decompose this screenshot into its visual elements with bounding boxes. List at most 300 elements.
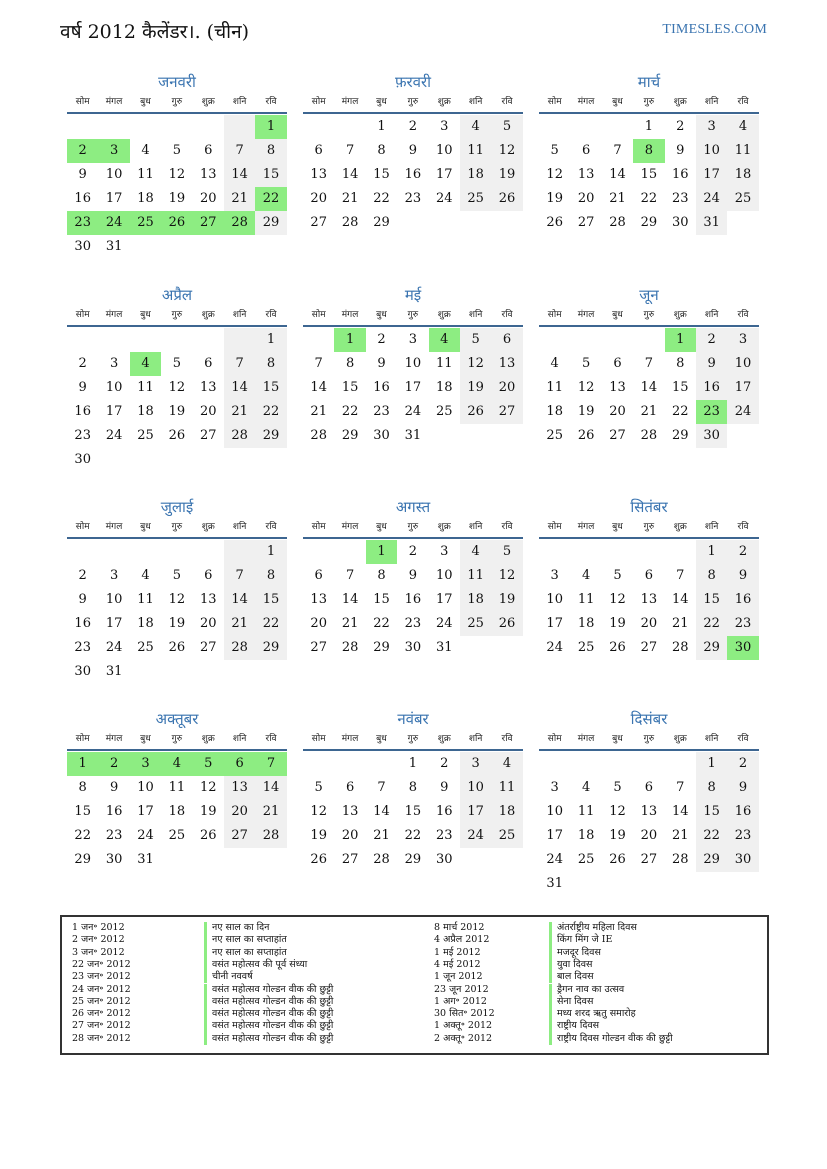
holiday-day-cell: 1 xyxy=(334,328,365,352)
day-cell: 1 xyxy=(696,752,727,776)
day-cell: 27 xyxy=(310,215,327,230)
day-cell: 31 xyxy=(404,428,422,443)
day-cell: 29 xyxy=(255,424,286,448)
day-cell: 2 xyxy=(78,568,87,583)
day-cell: 20 xyxy=(199,404,217,419)
weekday-label: रवि xyxy=(265,522,277,532)
day-cell: 5 xyxy=(491,115,522,139)
day-cell: 12 xyxy=(609,592,626,607)
weekday-label: रवि xyxy=(501,310,513,320)
day-cell: 9 xyxy=(78,380,87,395)
legend-date: 23 जून 2012 xyxy=(434,983,489,995)
day-cell: 1 xyxy=(408,756,417,771)
weekday-header xyxy=(67,94,287,114)
day-cell: 3 xyxy=(109,356,119,371)
empty-day-cell xyxy=(602,115,633,139)
day-cell: 2 xyxy=(727,540,758,564)
day-cell: 9 xyxy=(727,564,758,588)
day-cell: 15 xyxy=(696,588,727,612)
empty-day-cell xyxy=(130,540,161,564)
day-cell: 8 xyxy=(78,780,87,795)
day-cell: 13 xyxy=(491,352,522,376)
weekday-label: गुरु xyxy=(407,734,419,744)
day-cell: 31 xyxy=(696,211,727,235)
weekday-label: मंगल xyxy=(577,734,595,744)
day-cell: 19 xyxy=(609,828,626,843)
day-cell: 19 xyxy=(491,588,522,612)
legend-holiday-name: वसंत महोत्सव गोल्डन वीक की छुट्टी xyxy=(204,984,333,996)
empty-day-cell xyxy=(602,752,633,776)
day-cell: 18 xyxy=(460,163,491,187)
day-cell: 21 xyxy=(310,404,327,419)
day-cell: 24 xyxy=(727,400,758,424)
day-grid xyxy=(67,540,287,684)
empty-day-cell xyxy=(334,115,365,139)
day-cell: 30 xyxy=(105,852,123,867)
month-block xyxy=(67,283,287,472)
weekday-label: सोम xyxy=(547,522,562,532)
legend-holiday-name: वसंत महोत्सव की पूर्व संध्या xyxy=(204,959,307,971)
day-cell: 28 xyxy=(373,852,390,867)
day-cell: 25 xyxy=(546,428,563,443)
day-cell: 3 xyxy=(440,119,449,134)
day-cell: 29 xyxy=(341,428,359,443)
day-cell: 2 xyxy=(408,544,417,559)
month-block xyxy=(67,70,287,259)
day-cell: 14 xyxy=(609,167,626,182)
day-cell: 24 xyxy=(137,828,154,843)
day-cell: 16 xyxy=(671,167,689,182)
weekday-label: बुध xyxy=(376,97,387,107)
empty-day-cell xyxy=(303,328,334,352)
weekday-label: गुरु xyxy=(171,310,183,320)
day-cell: 6 xyxy=(491,328,522,352)
day-cell: 28 xyxy=(341,215,359,230)
weekday-label: रवि xyxy=(737,734,749,744)
weekday-label: शनि xyxy=(468,97,483,107)
day-grid xyxy=(67,328,287,472)
weekday-label: गुरु xyxy=(171,522,183,532)
day-cell: 28 xyxy=(224,636,255,660)
day-cell: 15 xyxy=(255,588,286,612)
day-cell: 4 xyxy=(141,568,150,583)
day-cell: 12 xyxy=(460,352,491,376)
brand-logo[interactable]: TIMESLES.COM xyxy=(662,22,767,37)
legend-holiday-name: चीनी नववर्ष xyxy=(204,971,253,983)
day-cell: 18 xyxy=(491,800,522,824)
day-cell: 27 xyxy=(224,824,255,848)
day-cell: 15 xyxy=(255,163,286,187)
day-cell: 29 xyxy=(696,636,727,660)
day-cell: 12 xyxy=(609,804,626,819)
empty-day-cell xyxy=(633,540,664,564)
day-cell: 16 xyxy=(404,592,422,607)
empty-day-cell xyxy=(633,328,664,352)
day-cell: 11 xyxy=(460,564,491,588)
day-cell: 19 xyxy=(168,191,186,206)
weekday-label: शुक्र xyxy=(201,97,215,107)
day-cell: 26 xyxy=(460,400,491,424)
weekday-label: मंगल xyxy=(341,97,359,107)
day-cell: 27 xyxy=(577,215,595,230)
day-cell: 11 xyxy=(727,139,758,163)
day-cell: 15 xyxy=(696,800,727,824)
day-cell: 16 xyxy=(105,804,123,819)
legend-date: 1 जून 2012 xyxy=(434,971,483,983)
day-cell: 30 xyxy=(696,424,727,448)
month-name: सितंबर xyxy=(630,498,668,516)
holiday-day-cell: 2 xyxy=(67,139,98,163)
weekday-label: गुरु xyxy=(643,522,655,532)
legend-holiday-name: राष्ट्रीय दिवस xyxy=(549,1020,599,1032)
day-cell: 6 xyxy=(644,780,653,795)
day-cell: 24 xyxy=(105,428,123,443)
page-title: वर्ष 2012 कैलेंडर।. (चीन) xyxy=(60,21,250,43)
weekday-label: गुरु xyxy=(643,734,655,744)
legend-holiday-name: नए साल का सप्ताहांत xyxy=(204,947,287,959)
day-cell: 14 xyxy=(224,376,255,400)
legend-date: 28 जन॰ 2012 xyxy=(72,1032,131,1044)
empty-day-cell xyxy=(570,328,601,352)
day-cell: 23 xyxy=(74,640,91,655)
legend-date: 1 अग॰ 2012 xyxy=(434,995,487,1007)
day-cell: 8 xyxy=(696,564,727,588)
legend-holiday-name: मजदूर दिवस xyxy=(549,947,601,959)
day-cell: 6 xyxy=(345,780,355,795)
day-cell: 20 xyxy=(341,828,359,843)
day-cell: 18 xyxy=(460,588,491,612)
weekday-header xyxy=(539,731,759,751)
day-cell: 14 xyxy=(671,804,689,819)
day-cell: 7 xyxy=(676,568,685,583)
day-cell: 11 xyxy=(577,804,595,819)
day-cell: 28 xyxy=(341,640,359,655)
day-cell: 24 xyxy=(696,187,727,211)
day-grid xyxy=(539,752,759,896)
day-cell: 3 xyxy=(727,328,758,352)
weekday-label: रवि xyxy=(265,97,277,107)
day-cell: 19 xyxy=(491,163,522,187)
month-block xyxy=(539,70,759,235)
month-block xyxy=(303,283,523,448)
day-cell: 15 xyxy=(640,167,658,182)
empty-day-cell xyxy=(539,540,570,564)
day-cell: 23 xyxy=(727,824,758,848)
day-cell: 30 xyxy=(373,428,390,443)
weekday-label: शुक्र xyxy=(201,734,215,744)
day-cell: 30 xyxy=(74,239,91,254)
day-cell: 7 xyxy=(676,780,685,795)
day-cell: 18 xyxy=(577,616,595,631)
day-cell: 3 xyxy=(460,752,491,776)
day-cell: 5 xyxy=(491,540,522,564)
legend-date: 24 जन॰ 2012 xyxy=(72,983,131,995)
month-name: मई xyxy=(404,286,422,304)
legend-holiday-name: वसंत महोत्सव गोल्डन वीक की छुट्टी xyxy=(204,1020,333,1032)
holiday-day-cell: 5 xyxy=(193,752,224,776)
weekday-label: शुक्र xyxy=(437,97,451,107)
month-name: जुलाई xyxy=(160,498,194,516)
day-cell: 8 xyxy=(255,139,286,163)
day-cell: 6 xyxy=(204,356,213,371)
holiday-day-cell: 22 xyxy=(255,187,286,211)
day-cell: 14 xyxy=(671,592,689,607)
holiday-day-cell: 28 xyxy=(224,211,255,235)
day-cell: 9 xyxy=(727,776,758,800)
day-cell: 2 xyxy=(696,328,727,352)
day-cell: 1 xyxy=(255,328,286,352)
day-cell: 10 xyxy=(546,804,563,819)
day-cell: 20 xyxy=(224,800,255,824)
empty-day-cell xyxy=(193,115,224,139)
day-cell: 8 xyxy=(345,356,355,371)
day-cell: 7 xyxy=(224,352,255,376)
day-cell: 11 xyxy=(137,380,154,395)
day-cell: 13 xyxy=(640,804,658,819)
day-cell: 15 xyxy=(341,380,359,395)
weekday-label: रवि xyxy=(737,522,749,532)
weekday-label: शुक्र xyxy=(437,522,451,532)
weekday-label: सोम xyxy=(311,734,326,744)
weekday-label: रवि xyxy=(501,97,513,107)
empty-day-cell xyxy=(224,540,255,564)
day-cell: 18 xyxy=(577,828,595,843)
day-cell: 7 xyxy=(314,356,323,371)
day-cell: 26 xyxy=(199,828,217,843)
day-cell: 7 xyxy=(224,139,255,163)
day-grid xyxy=(67,752,287,872)
day-cell: 25 xyxy=(435,404,453,419)
day-cell: 25 xyxy=(491,824,522,848)
legend-holiday-name: किंग मिंग जे IE xyxy=(549,934,612,946)
day-cell: 30 xyxy=(435,852,453,867)
month-block xyxy=(539,283,759,448)
empty-day-cell xyxy=(161,328,192,352)
day-cell: 27 xyxy=(199,640,217,655)
day-cell: 17 xyxy=(105,404,123,419)
weekday-header xyxy=(303,519,523,539)
day-cell: 21 xyxy=(609,191,626,206)
weekday-label: शुक्र xyxy=(201,310,215,320)
legend-date: 25 जन॰ 2012 xyxy=(72,995,131,1007)
empty-day-cell xyxy=(67,115,98,139)
day-cell: 12 xyxy=(168,380,186,395)
day-cell: 26 xyxy=(609,640,626,655)
day-cell: 24 xyxy=(546,852,563,867)
day-cell: 10 xyxy=(105,167,123,182)
day-cell: 4 xyxy=(491,752,522,776)
day-cell: 17 xyxy=(696,163,727,187)
weekday-header xyxy=(303,731,523,751)
day-cell: 10 xyxy=(404,356,422,371)
legend-holiday-name: मध्य शरद ऋतु समारोह xyxy=(549,1008,636,1020)
day-cell: 28 xyxy=(310,428,327,443)
weekday-header xyxy=(303,307,523,327)
weekday-label: बुध xyxy=(612,310,623,320)
day-cell: 24 xyxy=(460,824,491,848)
day-cell: 3 xyxy=(550,568,559,583)
day-cell: 18 xyxy=(435,380,453,395)
day-cell: 24 xyxy=(105,640,123,655)
weekday-label: शनि xyxy=(232,97,247,107)
day-cell: 5 xyxy=(172,356,181,371)
day-cell: 29 xyxy=(373,640,390,655)
day-cell: 16 xyxy=(727,588,758,612)
day-cell: 5 xyxy=(613,780,622,795)
day-cell: 4 xyxy=(727,115,758,139)
legend-date: 4 अप्रैल 2012 xyxy=(434,934,490,946)
day-cell: 16 xyxy=(696,376,727,400)
day-cell: 22 xyxy=(696,824,727,848)
day-cell: 26 xyxy=(577,428,595,443)
holiday-day-cell: 1 xyxy=(67,752,98,776)
day-cell: 12 xyxy=(546,167,563,182)
month-name: फ़रवरी xyxy=(394,73,432,91)
day-cell: 21 xyxy=(255,800,286,824)
day-cell: 27 xyxy=(341,852,359,867)
day-cell: 4 xyxy=(460,115,491,139)
weekday-label: बुध xyxy=(612,522,623,532)
day-cell: 19 xyxy=(168,404,186,419)
month-block xyxy=(67,707,287,872)
day-cell: 29 xyxy=(404,852,422,867)
day-cell: 3 xyxy=(408,332,417,347)
day-cell: 1 xyxy=(255,540,286,564)
day-cell: 6 xyxy=(204,143,213,158)
day-cell: 30 xyxy=(671,215,689,230)
day-cell: 3 xyxy=(440,544,449,559)
day-cell: 5 xyxy=(550,143,559,158)
holiday-day-cell: 24 xyxy=(98,211,129,235)
day-cell: 11 xyxy=(491,776,522,800)
day-cell: 13 xyxy=(224,776,255,800)
day-cell: 31 xyxy=(435,640,453,655)
weekday-header xyxy=(67,519,287,539)
day-cell: 26 xyxy=(546,215,563,230)
month-block xyxy=(303,70,523,235)
weekday-label: सोम xyxy=(547,97,562,107)
empty-day-cell xyxy=(570,115,601,139)
weekday-label: रवि xyxy=(737,310,749,320)
month-name: नवंबर xyxy=(397,710,429,728)
empty-day-cell xyxy=(602,540,633,564)
empty-day-cell xyxy=(303,115,334,139)
month-block xyxy=(303,707,523,872)
day-cell: 9 xyxy=(109,780,119,795)
day-cell: 16 xyxy=(74,616,91,631)
day-cell: 24 xyxy=(435,616,453,631)
weekday-header xyxy=(539,307,759,327)
day-cell: 17 xyxy=(105,191,123,206)
day-cell: 3 xyxy=(550,780,559,795)
empty-day-cell xyxy=(570,540,601,564)
day-cell: 13 xyxy=(577,167,595,182)
day-cell: 22 xyxy=(404,828,422,843)
day-cell: 23 xyxy=(435,828,453,843)
day-cell: 16 xyxy=(435,804,453,819)
day-cell: 31 xyxy=(105,664,123,679)
day-cell: 9 xyxy=(440,780,449,795)
day-cell: 21 xyxy=(341,616,359,631)
day-cell: 9 xyxy=(377,356,386,371)
day-cell: 15 xyxy=(74,804,91,819)
holiday-day-cell: 1 xyxy=(366,540,397,564)
weekday-header xyxy=(67,731,287,751)
day-cell: 12 xyxy=(491,564,522,588)
weekday-label: बुध xyxy=(376,522,387,532)
day-cell: 16 xyxy=(373,380,390,395)
day-cell: 13 xyxy=(310,167,327,182)
empty-day-cell xyxy=(539,752,570,776)
day-cell: 8 xyxy=(377,143,386,158)
day-cell: 31 xyxy=(105,239,123,254)
empty-day-cell xyxy=(98,328,129,352)
day-grid xyxy=(303,115,523,235)
day-cell: 2 xyxy=(727,752,758,776)
day-cell: 25 xyxy=(460,612,491,636)
weekday-label: गुरु xyxy=(643,310,655,320)
day-cell: 26 xyxy=(168,428,186,443)
day-cell: 11 xyxy=(546,380,563,395)
day-cell: 10 xyxy=(137,780,154,795)
weekday-label: शनि xyxy=(232,522,247,532)
day-cell: 11 xyxy=(435,356,453,371)
day-cell: 22 xyxy=(696,612,727,636)
month-block xyxy=(67,495,287,684)
month-name: मार्च xyxy=(637,73,661,91)
weekday-label: शुक्र xyxy=(437,734,451,744)
day-cell: 19 xyxy=(460,376,491,400)
day-cell: 13 xyxy=(199,167,217,182)
holiday-day-cell: 4 xyxy=(429,328,460,352)
legend-date: 2 अक्तू॰ 2012 xyxy=(434,1032,493,1044)
day-cell: 24 xyxy=(435,191,453,206)
day-cell: 31 xyxy=(546,876,563,891)
day-cell: 13 xyxy=(199,592,217,607)
day-cell: 15 xyxy=(671,380,689,395)
weekday-label: गुरु xyxy=(643,97,655,107)
day-cell: 6 xyxy=(581,143,591,158)
day-cell: 16 xyxy=(74,404,91,419)
weekday-label: शनि xyxy=(704,522,719,532)
day-cell: 12 xyxy=(577,380,595,395)
day-cell: 16 xyxy=(74,191,91,206)
holiday-day-cell: 1 xyxy=(665,328,696,352)
empty-day-cell xyxy=(633,752,664,776)
day-cell: 28 xyxy=(609,215,626,230)
day-cell: 20 xyxy=(491,376,522,400)
weekday-label: शनि xyxy=(468,734,483,744)
day-cell: 22 xyxy=(255,400,286,424)
day-cell: 8 xyxy=(255,564,286,588)
day-cell: 19 xyxy=(546,191,563,206)
empty-day-cell xyxy=(98,115,129,139)
day-cell: 2 xyxy=(78,356,87,371)
weekday-label: शुक्र xyxy=(437,310,451,320)
day-cell: 30 xyxy=(74,452,91,467)
weekday-label: सोम xyxy=(311,310,326,320)
day-cell: 29 xyxy=(640,215,658,230)
empty-day-cell xyxy=(334,540,365,564)
day-cell: 5 xyxy=(581,356,591,371)
weekday-label: मंगल xyxy=(577,522,595,532)
day-cell: 14 xyxy=(341,592,359,607)
day-cell: 17 xyxy=(460,800,491,824)
day-grid xyxy=(303,540,523,660)
day-cell: 28 xyxy=(671,852,689,867)
day-grid xyxy=(67,115,287,259)
day-cell: 16 xyxy=(727,800,758,824)
